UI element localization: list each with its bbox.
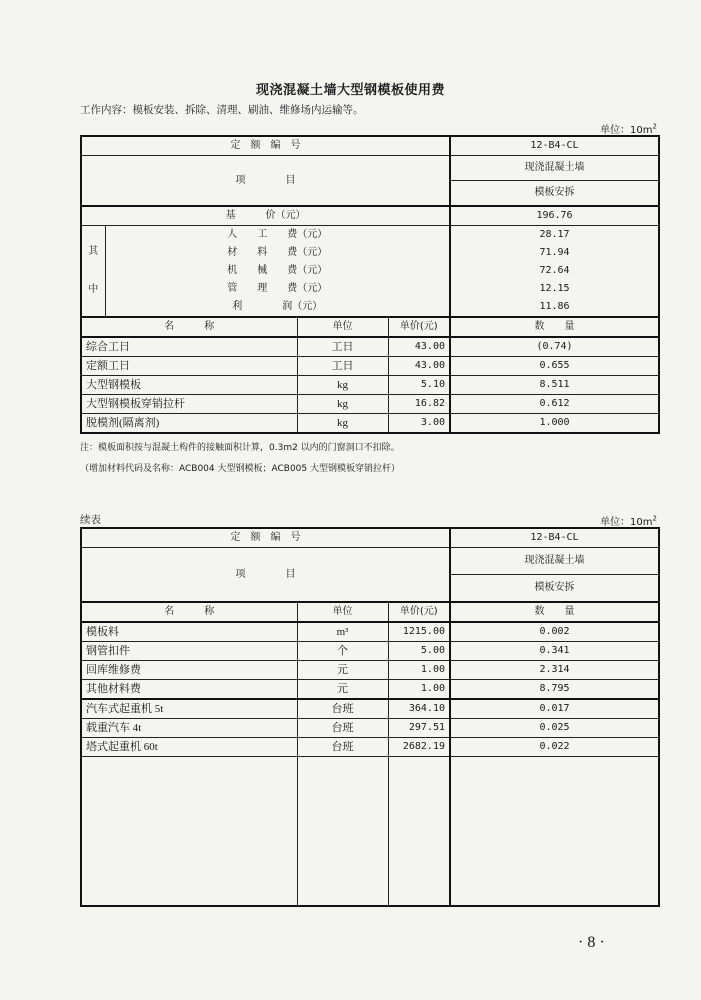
row-unit: 台班 <box>297 719 388 738</box>
row-price: 1215.00 <box>388 622 450 642</box>
code-row <box>81 136 659 156</box>
row-qty: 0.002 <box>450 622 659 642</box>
unit-label-1: 单位：$10m^2$ <box>600 122 657 136</box>
col-qty-header: 数 量 <box>450 317 659 337</box>
row-qty: 1.000 <box>450 414 659 434</box>
row-price: 297.51 <box>388 719 450 738</box>
item-sub: 模板安拆 <box>450 575 659 603</box>
row-price: 16.82 <box>388 395 450 414</box>
row-unit: 台班 <box>297 699 388 719</box>
row-qty: 8.795 <box>450 680 659 700</box>
column-header-row <box>81 317 659 337</box>
col-name-header: 名 称 <box>81 317 297 337</box>
table-row <box>81 414 659 434</box>
row-name: 大型钢模板穿销拉杆 <box>81 395 297 414</box>
row-unit: kg <box>297 395 388 414</box>
cost-label: 利 润（元） <box>105 298 450 317</box>
table-row <box>81 680 659 700</box>
row-unit: kg <box>297 376 388 395</box>
item-label: 项 目 <box>81 548 450 603</box>
row-unit: kg <box>297 414 388 434</box>
continued-label: 续表 <box>80 514 101 526</box>
table-row <box>81 738 659 757</box>
row-unit: 工日 <box>297 337 388 357</box>
row-qty: (0.74) <box>450 337 659 357</box>
row-price: 5.10 <box>388 376 450 395</box>
row-price: 5.00 <box>388 642 450 661</box>
row-name: 定额工日 <box>81 357 297 376</box>
row-qty: 0.025 <box>450 719 659 738</box>
base-price-label: 基 价（元） <box>81 206 450 226</box>
row-price: 364.10 <box>388 699 450 719</box>
cost-value: 72.64 <box>450 262 659 280</box>
row-price: 43.00 <box>388 337 450 357</box>
row-qty: 0.017 <box>450 699 659 719</box>
row-unit: 个 <box>297 642 388 661</box>
cost-label: 管 理 费（元） <box>105 280 450 298</box>
row-name: 其他材料费 <box>81 680 297 700</box>
row-name: 汽车式起重机 5t <box>81 699 297 719</box>
row-qty: 2.314 <box>450 661 659 680</box>
row-price: 1.00 <box>388 661 450 680</box>
col-name-header: 名 称 <box>81 602 297 622</box>
quota-table-2 <box>80 527 660 907</box>
quota-table-1 <box>80 135 660 434</box>
code-label: 定 额 编 号 <box>81 528 450 548</box>
row-qty: 0.341 <box>450 642 659 661</box>
table-row <box>81 337 659 357</box>
row-unit: 工日 <box>297 357 388 376</box>
cost-label: 材 料 费（元） <box>105 244 450 262</box>
unit-label-2: 单位：$10m^2$ <box>600 514 657 528</box>
code-row <box>81 528 659 548</box>
among-label: 其 中 <box>81 226 105 318</box>
row-name: 塔式起重机 60t <box>81 738 297 757</box>
empty-filler-row <box>81 757 659 907</box>
row-price: 43.00 <box>388 357 450 376</box>
col-price-header: 单价(元) <box>388 317 450 337</box>
row-name: 回库维修费 <box>81 661 297 680</box>
col-unit-header: 单位 <box>297 602 388 622</box>
cost-value: 11.86 <box>450 298 659 317</box>
item-sub: 模板安拆 <box>450 181 659 207</box>
row-price: 1.00 <box>388 680 450 700</box>
row-unit: 元 <box>297 680 388 700</box>
column-header-row <box>81 602 659 622</box>
table-row <box>81 699 659 719</box>
row-name: 载重汽车 4t <box>81 719 297 738</box>
page-number: · 8 · <box>578 934 605 951</box>
work-content: 工作内容：模板安装、拆除、清理、刷油、维修场内运输等。 <box>80 104 364 116</box>
table-row <box>81 357 659 376</box>
cost-label: 机 械 费（元） <box>105 262 450 280</box>
item-name: 现浇混凝土墙 <box>450 156 659 181</box>
row-qty: 8.511 <box>450 376 659 395</box>
row-qty: 0.655 <box>450 357 659 376</box>
cost-value: 71.94 <box>450 244 659 262</box>
cost-value: 12.15 <box>450 280 659 298</box>
table-row <box>81 719 659 738</box>
cost-label: 人 工 费（元） <box>105 226 450 245</box>
row-name: 钢管扣件 <box>81 642 297 661</box>
table-row <box>81 661 659 680</box>
row-price: 2682.19 <box>388 738 450 757</box>
row-unit: 台班 <box>297 738 388 757</box>
table-row <box>81 376 659 395</box>
base-price-value: 196.76 <box>450 206 659 226</box>
page-title: 现浇混凝土墙大型钢模板使用费 <box>255 83 445 98</box>
item-name: 现浇混凝土墙 <box>450 548 659 575</box>
table-row <box>81 642 659 661</box>
code-label: 定 额 编 号 <box>81 136 450 156</box>
table-row <box>81 622 659 642</box>
code-value: 12-B4-CL <box>450 136 659 156</box>
row-name: 综合工日 <box>81 337 297 357</box>
item-label: 项 目 <box>81 156 450 207</box>
note-area-calc: 注：模板面积按与混凝土构件的接触面积计算，0.3m2 以内的门窗洞口不扣除。 <box>80 443 400 453</box>
cost-value: 28.17 <box>450 226 659 245</box>
row-name: 大型钢模板 <box>81 376 297 395</box>
col-price-header: 单价(元) <box>388 602 450 622</box>
row-qty: 0.612 <box>450 395 659 414</box>
row-price: 3.00 <box>388 414 450 434</box>
row-unit: 元 <box>297 661 388 680</box>
row-name: 模板料 <box>81 622 297 642</box>
table-row <box>81 395 659 414</box>
row-unit: m³ <box>297 622 388 642</box>
row-name: 脱模剂(隔离剂) <box>81 414 297 434</box>
col-qty-header: 数 量 <box>450 602 659 622</box>
note-material-codes: （增加材料代码及名称：ACB004 大型钢模板；ACB005 大型钢模板穿销拉杆） <box>80 464 400 474</box>
row-qty: 0.022 <box>450 738 659 757</box>
col-unit-header: 单位 <box>297 317 388 337</box>
code-value: 12-B4-CL <box>450 528 659 548</box>
